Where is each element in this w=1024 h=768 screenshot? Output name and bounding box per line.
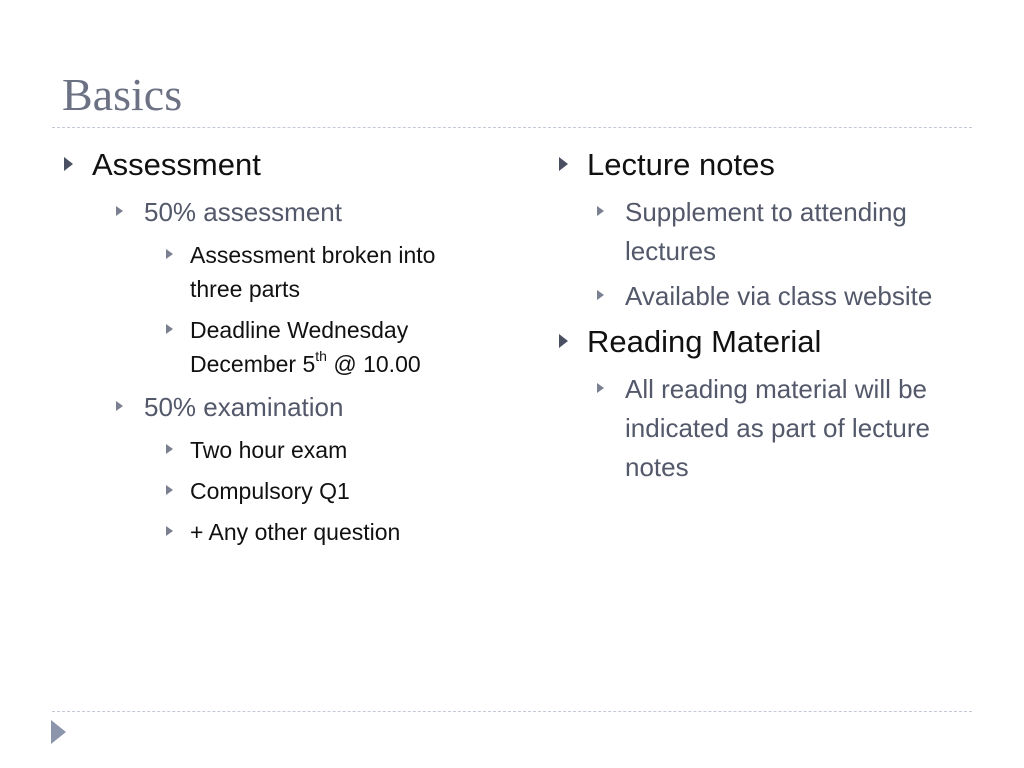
left-column [60, 145, 490, 556]
bullet-arrow-icon [559, 334, 568, 348]
bullet-class-website [595, 277, 975, 316]
bullet-arrow-icon [166, 485, 173, 495]
bullet-arrow-icon [166, 324, 173, 334]
bullet-50-examination [114, 388, 490, 427]
bullet-arrow-icon [64, 157, 73, 171]
next-slide-arrow-icon[interactable] [51, 720, 66, 744]
bullet-label: Assessment broken into three parts [190, 242, 436, 302]
deadline-text: Deadline Wednesday December 5th @ 10.00 [190, 317, 421, 377]
bullet-arrow-icon [166, 526, 173, 536]
bullet-assessment-parts [164, 238, 490, 306]
bullet-label: Reading Material [587, 324, 822, 359]
bullet-label: 50% examination [144, 392, 344, 422]
bullet-label: 50% assessment [144, 197, 342, 227]
bullet-label: Lecture notes [587, 147, 775, 182]
bullet-label: All reading material will be indicated as part of lecture notes [625, 374, 930, 482]
bullet-reading-material [555, 322, 975, 362]
bullet-arrow-icon [166, 249, 173, 259]
bullet-supplement [595, 193, 975, 271]
title-divider [52, 127, 972, 128]
bullet-arrow-icon [597, 383, 604, 393]
bullet-arrow-icon [597, 290, 604, 300]
bullet-label: + Any other question [190, 519, 401, 545]
bullet-two-hour-exam [164, 433, 490, 467]
slide-title: Basics [62, 69, 183, 120]
bullet-arrow-icon [559, 157, 568, 171]
bullet-label: Compulsory Q1 [190, 478, 350, 504]
bullet-other-question [164, 515, 490, 549]
footer-divider [52, 711, 972, 712]
bullet-label: Assessment [92, 147, 261, 182]
bullet-assessment [60, 145, 490, 185]
right-column [555, 145, 975, 493]
bullet-compulsory-q1 [164, 474, 490, 508]
bullet-arrow-icon [597, 206, 604, 216]
bullet-label: Supplement to attending lectures [625, 197, 907, 266]
bullet-arrow-icon [116, 401, 123, 411]
bullet-arrow-icon [166, 444, 173, 454]
bullet-lecture-notes [555, 145, 975, 185]
bullet-50-assessment [114, 193, 490, 232]
bullet-label: Available via class website [625, 281, 933, 311]
bullet-label: Two hour exam [190, 437, 348, 463]
bullet-deadline [164, 313, 490, 381]
bullet-reading-indicated [595, 370, 975, 487]
bullet-arrow-icon [116, 206, 123, 216]
